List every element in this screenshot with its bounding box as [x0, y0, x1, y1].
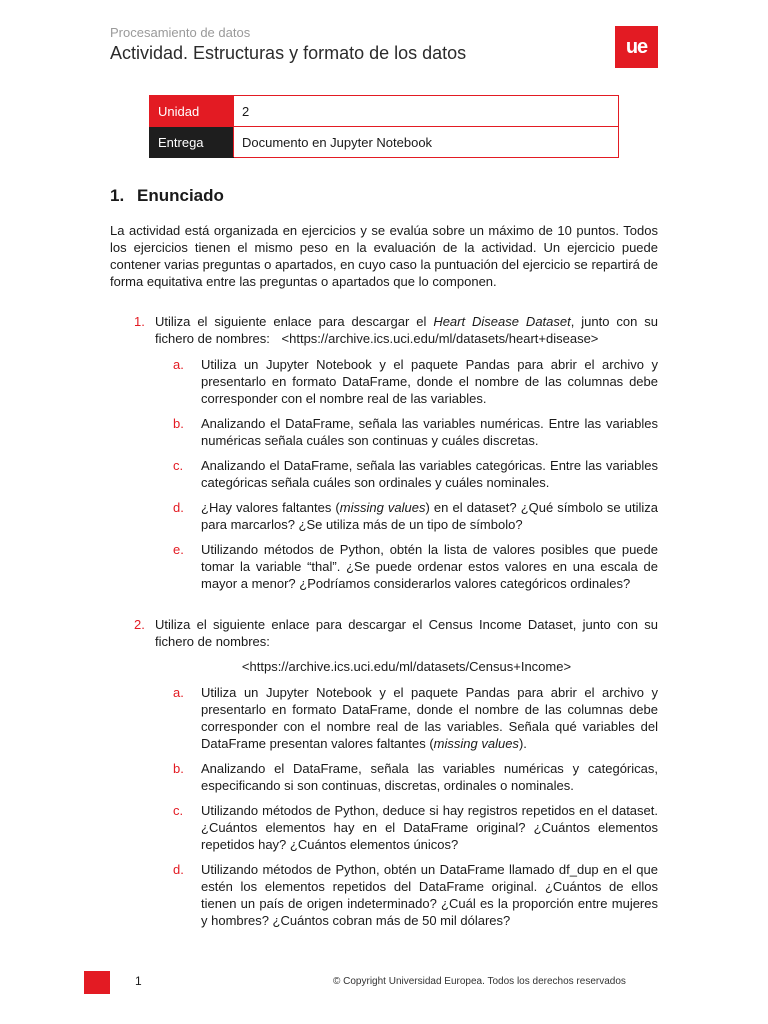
- exercise-1-text: [155, 313, 658, 347]
- exercise-1-item-d: [173, 499, 658, 533]
- exercise-1-item-b: [173, 415, 658, 449]
- exercise-1-link[interactable]: <https://archive.ics.uci.edu/ml/datasets/heart+disease>: [281, 331, 599, 346]
- item-letter: a.: [173, 685, 184, 700]
- item-text-before: Utiliza un Jupyter Notebook y el paquete Pandas para abrir el archivo y presentarlo en formato DataFrame, donde el nombre de las columnas debe corresponder con el nombre real de las variables. Señala qué variables del DataFrame presentan valores faltantes (: [201, 685, 658, 751]
- item-text: Utiliza un Jupyter Notebook y el paquete Pandas para abrir el archivo y presentarlo en formato DataFrame, donde el nombre de las columnas debe corresponder con el nombre real de las variables.: [201, 357, 658, 406]
- exercise-1-text-after: , junto con su fichero de nombres:: [155, 314, 659, 346]
- item-text-em: missing values: [339, 500, 426, 515]
- exercise-2-item-a: [173, 684, 658, 752]
- item-text: Utilizando métodos de Python, obtén un DataFrame llamado df_dup en el que estén los elementos repetidos del DataFrame original. ¿Cuántos de ellos tienen un país de origen indeterminado? ¿Cuál es la proporción entre mujeres y hombres? ¿Cuántos cobran más de 50 mil dólares?: [201, 862, 658, 928]
- item-letter: b.: [173, 761, 184, 776]
- item-letter: a.: [173, 357, 184, 372]
- exercise-2-item-b: [173, 760, 658, 794]
- item-text: Analizando el DataFrame, señala las variables numéricas y categóricas, especificando si son continuas, discretas, ordinales o nominales.: [201, 761, 658, 793]
- info-row-unidad: [150, 96, 619, 127]
- exercise-2: [110, 616, 658, 929]
- info-key-entrega: Entrega: [150, 127, 234, 158]
- item-text-em: missing values: [433, 736, 519, 751]
- footer-red-square: [84, 971, 110, 994]
- item-text-before: ¿Hay valores faltantes (: [201, 500, 340, 515]
- exercise-1: [110, 313, 658, 592]
- item-letter: c.: [173, 803, 184, 818]
- exercise-2-number: 2.: [134, 617, 145, 632]
- activity-title: Actividad. Estructuras y formato de los datos: [110, 43, 467, 63]
- exercise-1-text-before: Utiliza el siguiente enlace para descargar el: [155, 314, 434, 329]
- item-text: Utilizando métodos de Python, deduce si hay registros repetidos en el dataset. ¿Cuántos elementos hay en el DataFrame original? ¿Cuántos elementos repetidos hay? ¿Cuántos elementos únicos?: [201, 803, 658, 852]
- exercise-1-item-c: [173, 457, 658, 491]
- item-text-after: ) en el dataset? ¿Qué símbolo se utiliza para marcarlos? ¿Se utiliza más de un tipo de símbolo?: [201, 500, 658, 532]
- intro-paragraph: La actividad está organizada en ejercicios y se evalúa sobre un máximo de 10 puntos. Todos los ejercicios tienen el mismo peso en la evaluación de la actividad. Un ejercicio puede contener varias preguntas o apartados, en cuyo caso la puntuación del ejercicio se repartirá de forma equitativa entre las preguntas o apartados que lo componen.: [110, 223, 658, 289]
- section-number: 1.: [110, 186, 125, 205]
- exercise-2-item-c: [173, 802, 658, 853]
- item-text: Analizando el DataFrame, señala las variables numéricas. Entre las variables numéricas señala cuáles son continuas y cuáles discretas.: [201, 416, 658, 448]
- info-row-entrega: [150, 127, 619, 158]
- logo-text: ue: [625, 35, 648, 58]
- exercise-2-link[interactable]: <https://archive.ics.uci.edu/ml/datasets/Census+Income>: [241, 659, 572, 674]
- item-letter: d.: [173, 500, 184, 515]
- exercise-1-dataset-name: Heart Disease Dataset: [433, 314, 571, 329]
- section-title: Enunciado: [137, 186, 224, 205]
- item-letter: e.: [173, 542, 184, 557]
- item-letter: d.: [173, 862, 184, 877]
- exercise-2-text: Utiliza el siguiente enlace para descargar el Census Income Dataset, junto con su fichero de nombres:: [155, 617, 658, 649]
- item-letter: c.: [173, 458, 184, 473]
- item-text: Analizando el DataFrame, señala las variables categóricas. Entre las variables categóricas señala cuáles son ordinales y cuáles nominales.: [201, 458, 658, 490]
- info-value-entrega: Documento en Jupyter Notebook: [234, 127, 619, 158]
- exercise-1-item-e: [173, 541, 658, 592]
- exercise-1-item-a: [173, 356, 658, 407]
- copyright-notice: © Copyright Universidad Europea. Todos los derechos reservados: [333, 976, 626, 987]
- universidad-europea-logo: [615, 26, 658, 68]
- exercise-2-item-d: [173, 861, 658, 929]
- item-letter: b.: [173, 416, 184, 431]
- info-value-unidad: 2: [234, 96, 619, 127]
- info-key-unidad: Unidad: [150, 96, 234, 127]
- exercise-1-number: 1.: [134, 314, 145, 329]
- page-number: 1: [135, 974, 142, 988]
- section-heading: [110, 186, 224, 206]
- item-text: Utilizando métodos de Python, obtén la lista de valores posibles que puede tomar la variable “thal”. ¿Se puede ordenar estos valores en una escala de mayor a menor? ¿Podríamos considerarlos valores categóricos ordinales?: [201, 542, 658, 591]
- item-text-after: ).: [518, 736, 527, 751]
- course-subtitle: Procesamiento de datos: [110, 25, 251, 40]
- info-table: [149, 95, 619, 158]
